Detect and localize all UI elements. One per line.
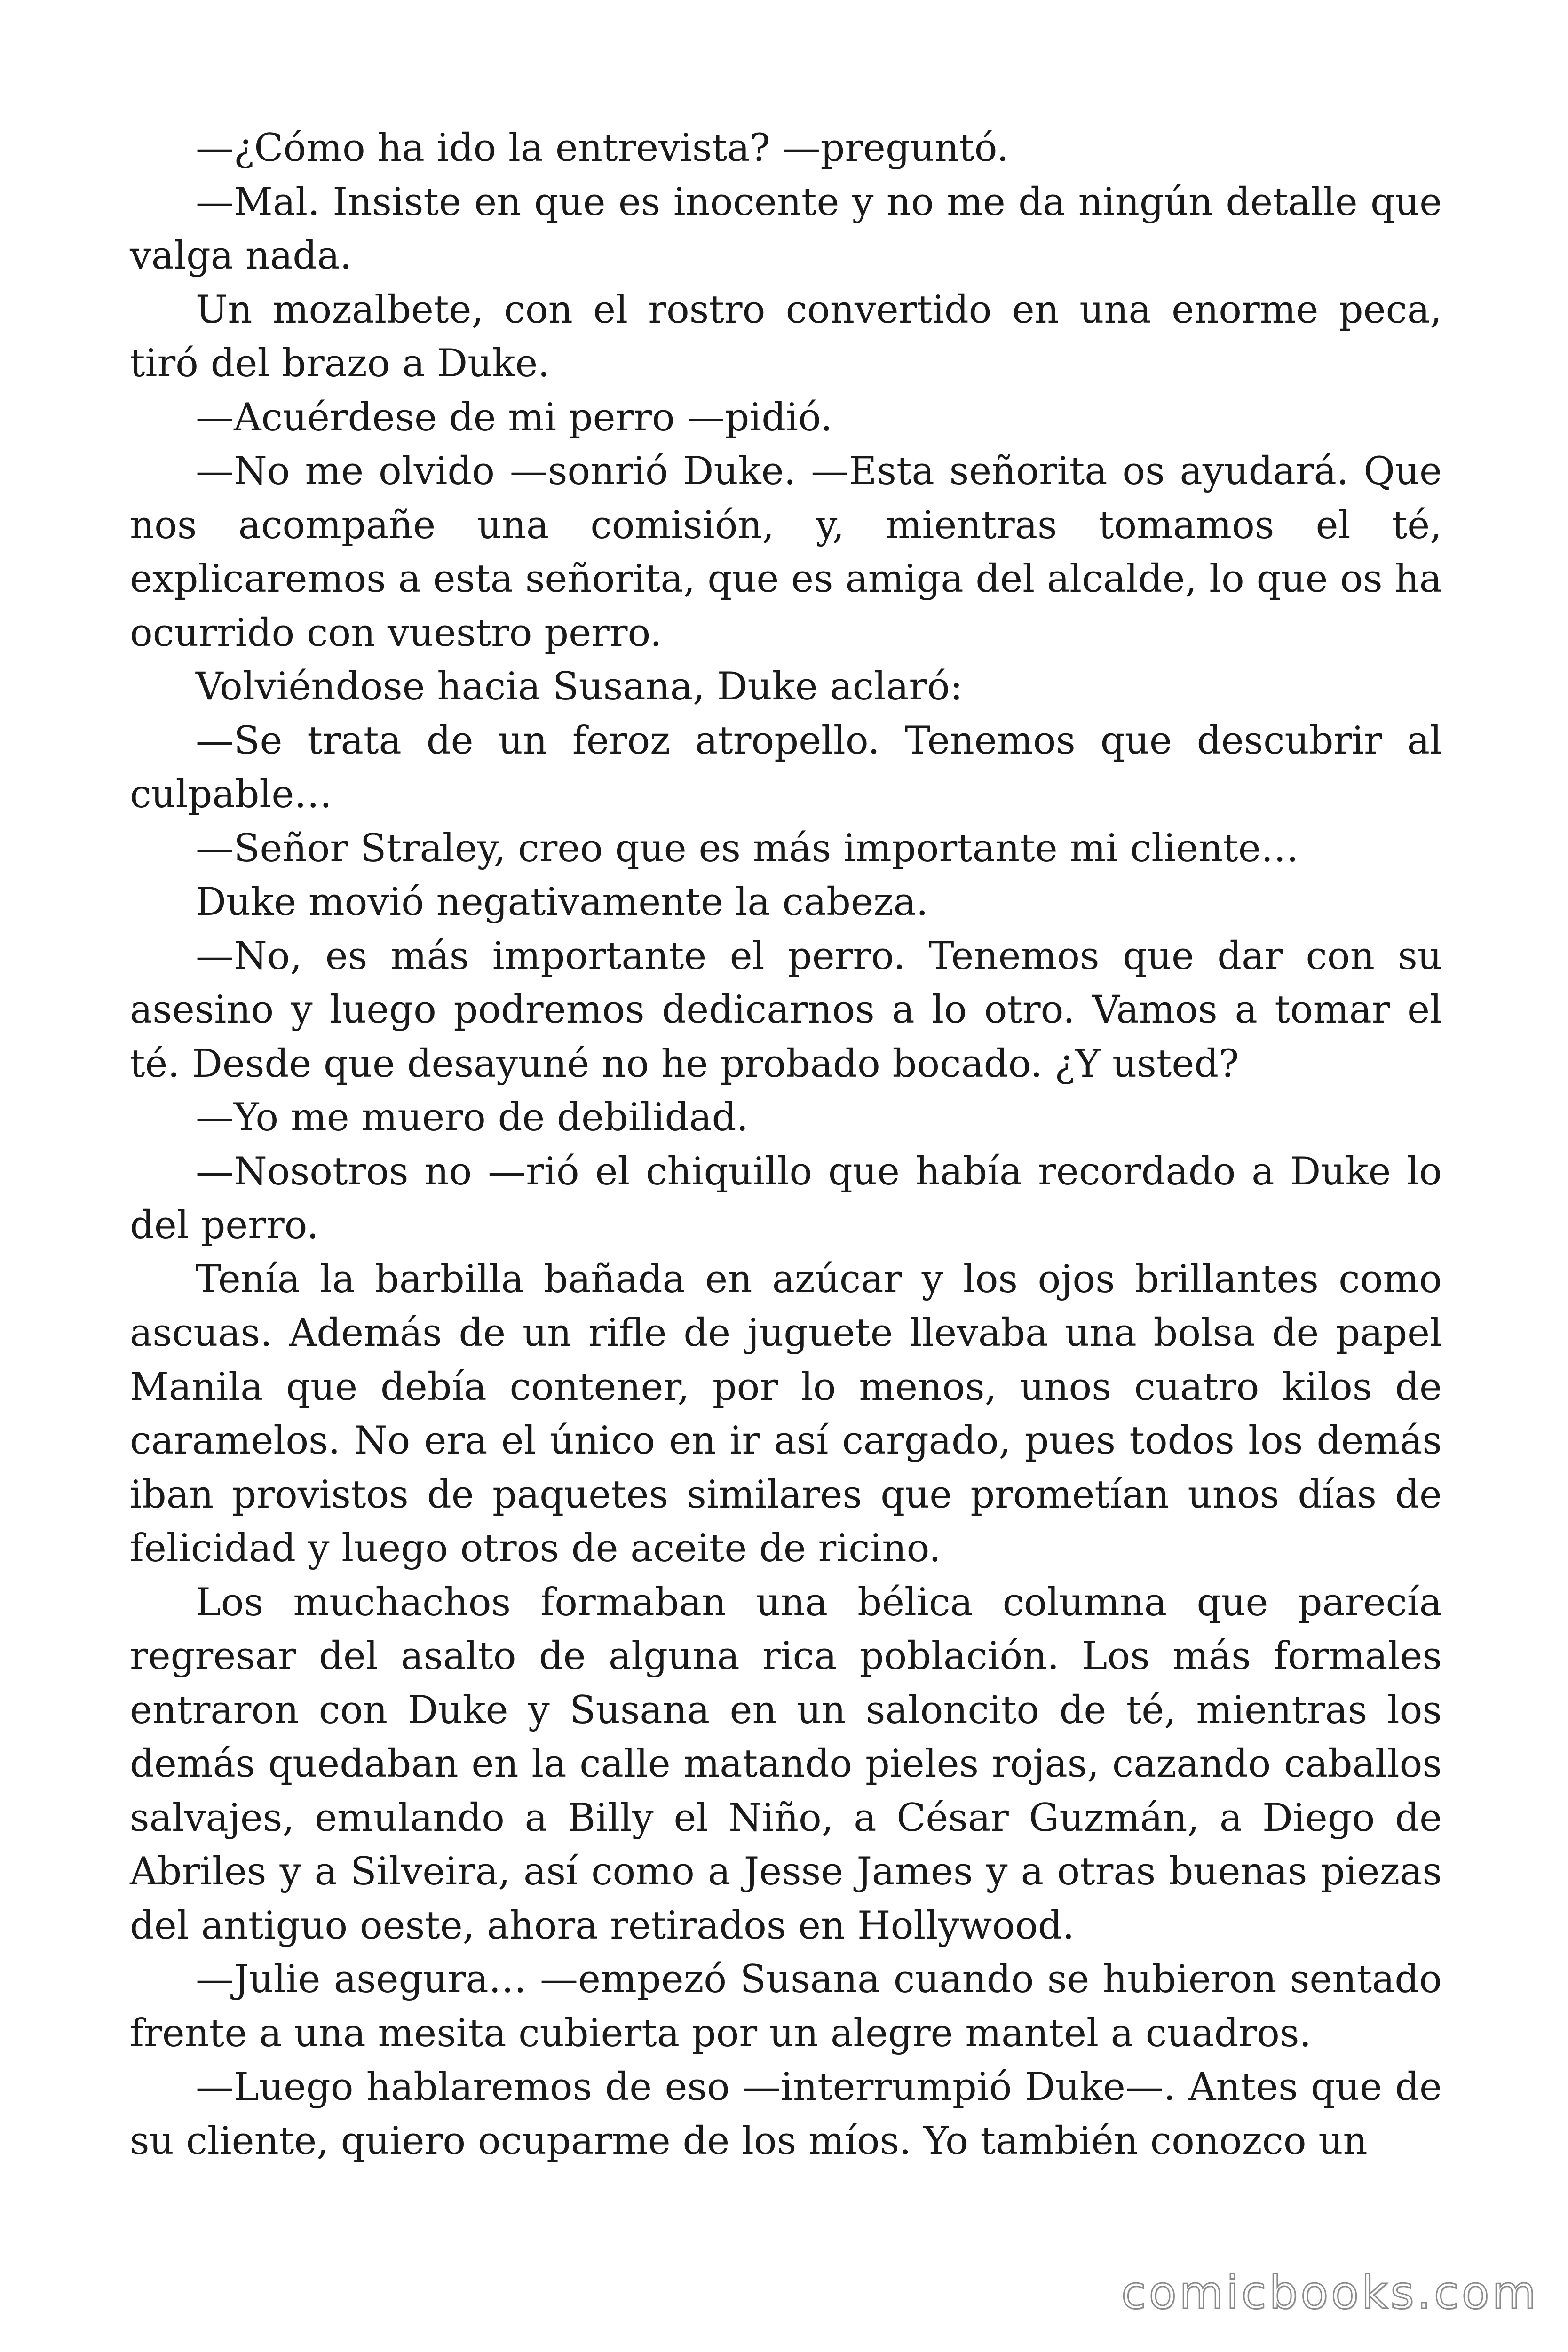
paragraph: —Nosotros no —rió el chiquillo que había recordado a Duke lo del perro. [130, 1149, 1442, 1248]
paragraph: —No, es más importante el perro. Tenemos que dar con su asesino y luego podremos dedicarnos a lo otro. Vamos a tomar el té. Desde que desayuné no he probado bocado. ¿Y usted? [130, 934, 1442, 1086]
paragraph: —Señor Straley, creo que es más importante mi cliente… [196, 826, 1299, 871]
paragraph: Tenía la barbilla bañada en azúcar y los ojos brillantes como ascuas. Además de un rifle de juguete llevaba una bolsa de papel Manila que debía contener, por lo menos, unos cuatro kilos de caramelos. No era el único en ir así cargado, pues todos los demás iban provistos de paquetes similares que prometían unos días de felicidad y luego otros de aceite de ricino. [130, 1257, 1442, 1571]
paragraph: Los muchachos formaban una bélica columna que parecía regresar del asalto de alguna rica población. Los más formales entraron con Duke y Susana en un saloncito de té, mientras los demás quedaban en la calle matando pieles rojas, cazando caballos salvajes, emulando a Billy el Niño, a César Guzmán, a Diego de Abriles y a Silveira, así como a Jesse James y a otras buenas piezas del antiguo oeste, ahora retirados en Hollywood. [130, 1580, 1442, 1948]
paragraph: —Luego hablaremos de eso —interrumpió Duke—. Antes que de su cliente, quiero ocuparme de los míos. Yo también conozco un [130, 2065, 1442, 2163]
watermark: comicbooks.com [1121, 2266, 1539, 2319]
paragraph: —Yo me muero de debilidad. [196, 1096, 749, 1140]
paragraph: —¿Cómo ha ido la entrevista? —preguntó. [196, 126, 1009, 170]
paragraph: Duke movió negativamente la cabeza. [196, 880, 928, 924]
paragraph: —Acuérdese de mi perro —pidió. [196, 395, 833, 440]
paragraph: Volviéndose hacia Susana, Duke aclaró: [196, 665, 963, 709]
paragraph: —Se trata de un feroz atropello. Tenemos que descubrir al culpable… [130, 718, 1442, 817]
paragraph: Un mozalbete, con el rostro convertido en una enorme peca, tiró del brazo a Duke. [130, 287, 1442, 386]
paragraph: —Julie asegura… —empezó Susana cuando se hubieron sentado frente a una mesita cubierta por un alegre mantel a cuadros. [130, 1957, 1442, 2056]
paragraph: —Mal. Insiste en que es inocente y no me da ningún detalle que valga nada. [130, 180, 1442, 278]
paragraph: —No me olvido —sonrió Duke. —Esta señorita os ayudará. Que nos acompañe una comisión, y, mientras tomamos el té, explicaremos a esta señorita, que es amiga del alcalde, lo que os ha ocurrido con vuestro perro. [130, 449, 1442, 655]
book-page-text [130, 121, 1442, 2168]
